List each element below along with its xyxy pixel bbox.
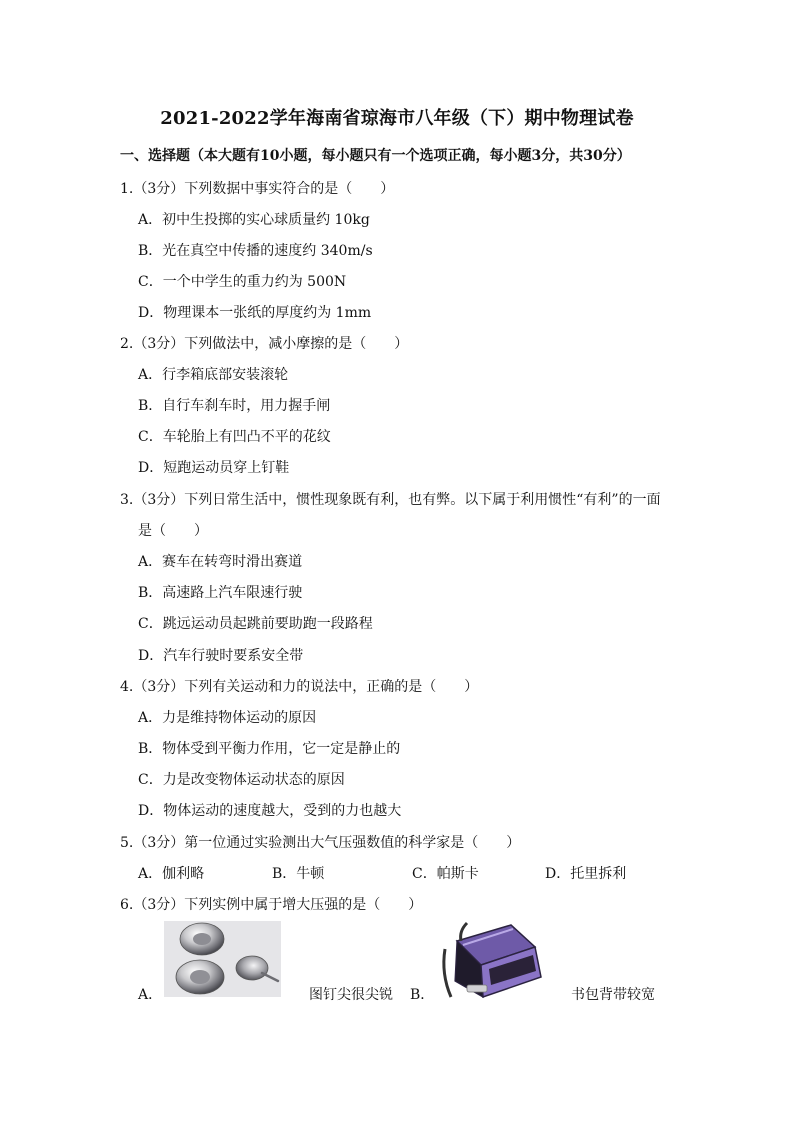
question-3-stem: 3.（3分）下列日常生活中，惯性现象既有利，也有弊。以下属于利用惯性“有利”的一面 [120, 492, 661, 508]
schoolbag-image [437, 919, 547, 1001]
question-5-option-c: C．帕斯卡 [412, 866, 479, 882]
question-4-option-c: C．力是改变物体运动状态的原因 [138, 772, 345, 788]
question-2-option-d: D．短跑运动员穿上钉鞋 [138, 460, 290, 476]
question-4-stem: 4.（3分）下列有关运动和力的说法中，正确的是（ ） [120, 679, 479, 695]
question-4-option-d: D．物体运动的速度越大，受到的力也越大 [138, 803, 402, 819]
question-1-option-b: B．光在真空中传播的速度约 340m/s [138, 243, 373, 259]
question-3-option-c: C．跳远运动员起跳前要助跑一段路程 [138, 616, 373, 632]
question-3-option-a: A．赛车在转弯时滑出赛道 [138, 554, 303, 570]
question-3-stem-continued: 是（ ） [138, 523, 208, 539]
section-heading: 一、选择题（本大题有10小题，每小题只有一个选项正确，每小题3分，共30分） [120, 148, 631, 164]
question-5-option-b: B．牛顿 [272, 866, 325, 882]
question-5-option-d: D．托里拆利 [545, 866, 627, 882]
question-6-option-b-label: B． [410, 987, 435, 1003]
question-6-option-b-text: 书包背带较宽 [571, 987, 655, 1003]
question-3-option-d: D．汽车行驶时要系安全带 [138, 648, 304, 664]
question-6-stem: 6.（3分）下列实例中属于增大压强的是（ ） [120, 897, 423, 913]
question-1-option-a: A．初中生投掷的实心球质量约 10kg [138, 212, 370, 228]
question-2-option-b: B．自行车刹车时，用力握手闸 [138, 398, 331, 414]
question-4-option-a: A．力是维持物体运动的原因 [138, 710, 317, 726]
question-6-option-a-text: 图钉尖很尖锐 [309, 987, 393, 1003]
question-1-stem: 1.（3分）下列数据中事实符合的是（ ） [120, 181, 395, 197]
question-2-option-a: A．行李箱底部安装滚轮 [138, 367, 289, 383]
question-5-option-a: A．伽利略 [138, 866, 205, 882]
question-3-option-b: B．高速路上汽车限速行驶 [138, 585, 303, 601]
question-1-option-d: D．物理课本一张纸的厚度约为 1mm [138, 305, 372, 321]
question-6-option-a-label: A． [138, 987, 163, 1003]
question-4-option-b: B．物体受到平衡力作用，它一定是静止的 [138, 741, 401, 757]
question-2-option-c: C．车轮胎上有凹凸不平的花纹 [138, 429, 331, 445]
page-title: 2021-2022学年海南省琼海市八年级（下）期中物理试卷 [160, 108, 634, 129]
thumbtacks-image [164, 921, 281, 997]
question-5-stem: 5.（3分）第一位通过实验测出大气压强数值的科学家是（ ） [120, 835, 521, 851]
question-2-stem: 2.（3分）下列做法中，减小摩擦的是（ ） [120, 336, 409, 352]
question-1-option-c: C．一个中学生的重力约为 500N [138, 274, 347, 290]
